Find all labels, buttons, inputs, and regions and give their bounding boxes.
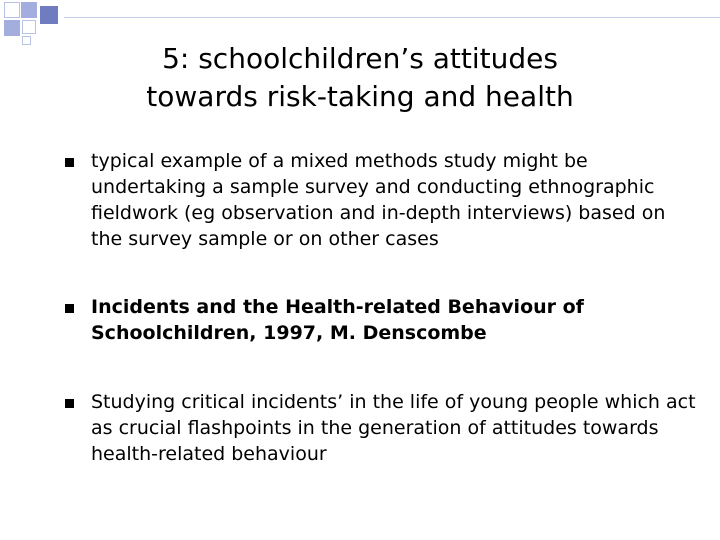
bullet-list xyxy=(60,148,700,467)
bullet-text: Incidents and the Health-related Behaviour of Schoolchildren, 1997, M. Denscombe xyxy=(91,296,584,344)
decor-square xyxy=(22,20,36,34)
title-line-2: towards risk-taking and health xyxy=(146,80,574,113)
bullet-text: Studying critical incidents’ in the life of young people which act as crucial flashpoints in the generation of attitudes towards health-related behaviour xyxy=(91,391,696,465)
square-bullet-icon xyxy=(65,399,74,408)
decor-line xyxy=(64,17,720,18)
slide-decoration xyxy=(0,0,720,45)
bullet-item xyxy=(60,389,700,467)
bullet-item xyxy=(60,148,700,252)
bullet-text: typical example of a mixed methods study might be undertaking a sample survey and conducting ethnographic fieldwork (eg observation and in-depth interviews) based on the survey sample or on other cases xyxy=(91,150,666,250)
slide-title xyxy=(0,40,720,116)
decor-square xyxy=(4,2,20,18)
decor-square xyxy=(21,2,37,18)
decor-square xyxy=(4,20,20,36)
square-bullet-icon xyxy=(65,304,74,313)
bullet-item xyxy=(60,294,700,346)
square-bullet-icon xyxy=(65,158,74,167)
title-line-1: 5: schoolchildren’s attitudes xyxy=(162,42,558,75)
decor-square xyxy=(40,6,58,24)
